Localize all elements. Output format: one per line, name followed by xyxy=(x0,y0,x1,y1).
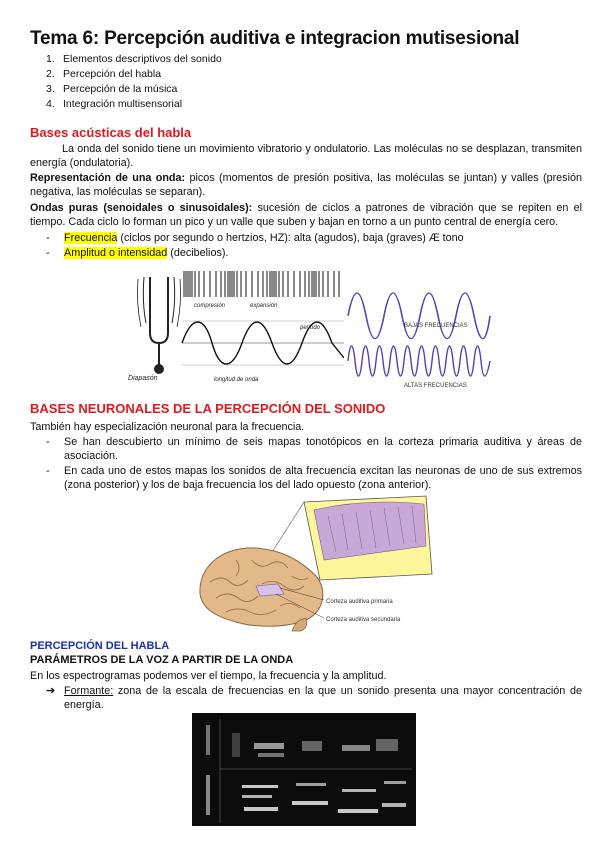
toc-item: 3. Percepción de la música xyxy=(46,83,178,95)
table-of-contents xyxy=(46,52,222,112)
subheading-voice-parameters: PARÁMETROS DE LA VOZ A PARTIR DE LA ONDA xyxy=(30,654,294,666)
paragraph-wave: La onda del sonido tiene un movimiento vibratorio y ondulatorio. Las moléculas no se desplazan, transmiten energía (ondulatoria). xyxy=(30,143,582,169)
toc-item: 2. Percepción del habla xyxy=(46,68,162,80)
paragraph-neural-intro: También hay especialización neuronal para la frecuencia. xyxy=(30,421,305,433)
low-frequency-label: BAJAS FRECUENCIAS xyxy=(404,323,468,329)
secondary-cortex-label: Corteza auditiva secundaria xyxy=(326,617,401,623)
toc-item: 1. Elementos descriptivos del sonido xyxy=(46,53,222,65)
wavelength-label: longitud de onda xyxy=(214,377,259,383)
section-heading-speech: PERCEPCIÓN DEL HABLA xyxy=(30,640,170,652)
high-frequency-wave xyxy=(348,346,490,376)
period-label: periodo xyxy=(300,325,321,331)
bullet-tonotopic-maps: - Se han descubierto un mínimo de seis mapas tonotópicos en la corteza primaria auditiva y áreas de asociación. xyxy=(46,436,582,462)
arrow-icon: ➔ xyxy=(46,685,56,697)
high-frequency-label: ALTAS FRECUENCIAS xyxy=(404,383,467,389)
bullet-frequency-zones: - En cada uno de estos mapas los sonidos de alta frecuencia excitan las neuronas de uno de sus extremos (zona posterior) y los de baja frecuencia los del lado opuesto (zona anterior). xyxy=(46,465,582,491)
paragraph-pure-waves: Ondas puras (senoidales o sinusoidales): sucesión de ciclos a patrones de vibración que se repiten en el tiempo. Cada ciclo lo forman un pico y un valle que suben y bajan en torno a un punto central de energía cero. xyxy=(30,202,583,228)
compression-label: compresión xyxy=(194,303,226,309)
primary-cortex-label: Corteza auditiva primaria xyxy=(326,599,393,605)
low-frequency-wave xyxy=(348,293,490,339)
bullet-frequency: - Frecuencia (ciclos por segundo o hertzios, HZ): alta (agudos), baja (graves) Æ tono xyxy=(46,232,464,244)
brain-icon xyxy=(200,548,323,631)
bullet-formant: ➔ Formante: zona de la escala de frecuencias en la que un sonido presenta una mayor concentración de energía. xyxy=(46,685,582,711)
rarefaction-label: expansión xyxy=(250,303,278,309)
paragraph-wave-representation: Representación de una onda: picos (momentos de presión positiva, las moléculas se juntan) y valles (presión negativa, las moléculas se separan). xyxy=(30,172,582,198)
section-heading-acoustic: Bases acústicas del habla xyxy=(30,125,192,140)
spectrogram-figure xyxy=(192,713,416,826)
toc-item: 4. Integración multisensorial xyxy=(46,98,183,110)
paragraph-spectrogram: En los espectrogramas podemos ver el tiempo, la frecuencia y la amplitud. xyxy=(30,670,387,682)
bullet-amplitude: - Amplitud o intensidad (decibelios). xyxy=(46,247,229,259)
section-heading-neural: BASES NEURONALES DE LA PERCEPCIÓN DEL SONIDO xyxy=(30,401,386,416)
frequency-waves-figure xyxy=(346,279,492,391)
page-title: Tema 6: Percepción auditiva e integracion mutisesional xyxy=(30,28,520,49)
tuning-fork-caption: Diapasón xyxy=(128,375,158,382)
tuning-fork-figure xyxy=(124,263,344,393)
brain-figure xyxy=(196,494,436,632)
